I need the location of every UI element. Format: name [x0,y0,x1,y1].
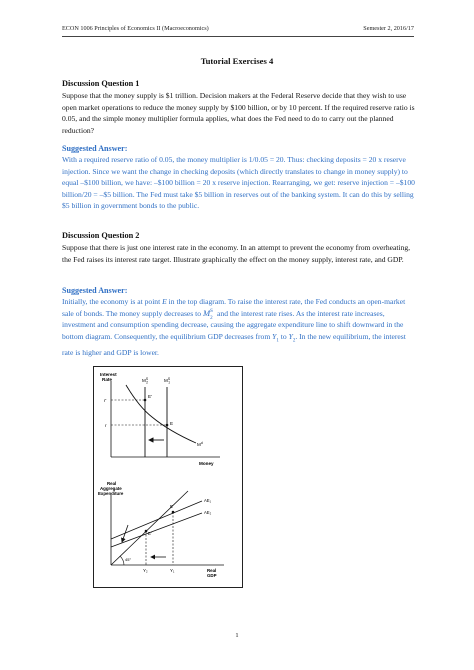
y1-label: Y₁ [170,568,175,573]
top-y-label-1: Interest [100,372,117,377]
angle-label: 45° [125,557,132,562]
bottom-y-label-2: Aggregate [100,486,122,491]
ae1-label: AE₁ [204,498,211,503]
ae2-label: AE₂ [204,510,212,515]
question-2-text: Suppose that there is just one interest rate in the economy. In an attempt to prevent the economy from overheating, the Fed raises its interest rate target. Illustrate graphically the effect on the money supply, interest rate, and GDP. [62,243,411,264]
point-e: E [162,297,167,306]
r-label: r [105,423,107,428]
bottom-e-label: E [170,504,173,509]
ms2-label: $M^S$ 2 [142,377,149,385]
figure-svg [94,367,242,587]
angle-arc [120,556,124,565]
r-prime-label: r' [104,398,107,403]
question-1-heading: Discussion Question 1 [62,79,140,88]
e-prime-label: E' [148,394,152,399]
bottom-y-label-3: Expenditure [98,491,124,496]
question-2-heading: Discussion Question 2 [62,231,140,240]
ae-shift-arrow [122,525,128,542]
top-y-label-2: Rate [102,377,112,382]
e-label: E [170,421,174,426]
money-market-and-ae-figure [93,366,243,588]
bottom-x-label-2: GDP [207,573,217,578]
document-title: Tutorial Exercises 4 [200,56,274,66]
bottom-e-prime-label: E' [148,531,152,536]
md-label: $M^d$ [197,441,203,447]
bottom-x-label-1: Real [207,568,217,573]
bottom-y-label-1: Real [107,481,117,486]
course-title: ECON 1006 Principles of Economics II (Macroeconomics) [62,25,209,32]
ae2-line [111,513,202,547]
y2-label: Y₂ [143,568,148,573]
e-point [166,424,169,427]
header-rule [62,36,414,37]
page-number: 1 [235,632,239,639]
md-curve [126,385,196,443]
top-x-label: Money [199,461,214,466]
answer-2-heading: Suggested Answer: [62,286,128,295]
semester-label: Semester 2, 2016/17 [363,25,414,32]
ms1-label: $M^S$ 1 [164,377,171,385]
answer-2-text: Initially, the economy is at point E in the top diagram. To raise the interest rate, the Fed conducts an open-market sale of bonds. The money supply decreases to M S 2 and the interest rate rises. As the interest rate increases, investment and consumption spending decrease, causing the aggregate expenditure line to shift downward in the bottom diagram. Consequently, the equilibrium GDP decreases from $Y_1$ to $Y_2$. In the new equilibrium, the interest rate is higher and GDP is lower. [62,297,406,357]
45-degree-line [111,491,188,565]
answer-1-text: With a required reserve ratio of 0.05, the money multiplier is 1/0.05 = 20. Thus: checking deposits = 20 x reserve injection. Since we want the change in checking deposits (which directly translates to change in money supply) to equal –$100 billion, we have: –$100 billion = 20 x reserve injection. Rearranging, we get: reserve injection = –$100 billion/20 = –$5 billion. The Fed must take $5 billion in reserves out of the banking system. It can do this by selling $5 billion in government bonds to the public. [62,155,415,211]
answer-1-heading: Suggested Answer: [62,144,128,153]
e-prime-point [144,399,147,402]
question-1-text: Suppose that the money supply is $1 trillion. Decision makers at the Federal Reserve decide that they wish to use open market operations to reduce the money supply by $100 billion, or by 10 percent. If the required reserve ratio is 0.05, and the simple money multiplier formula applies, what does the Fed need to do to carry out the planned reduction? [62,91,415,135]
